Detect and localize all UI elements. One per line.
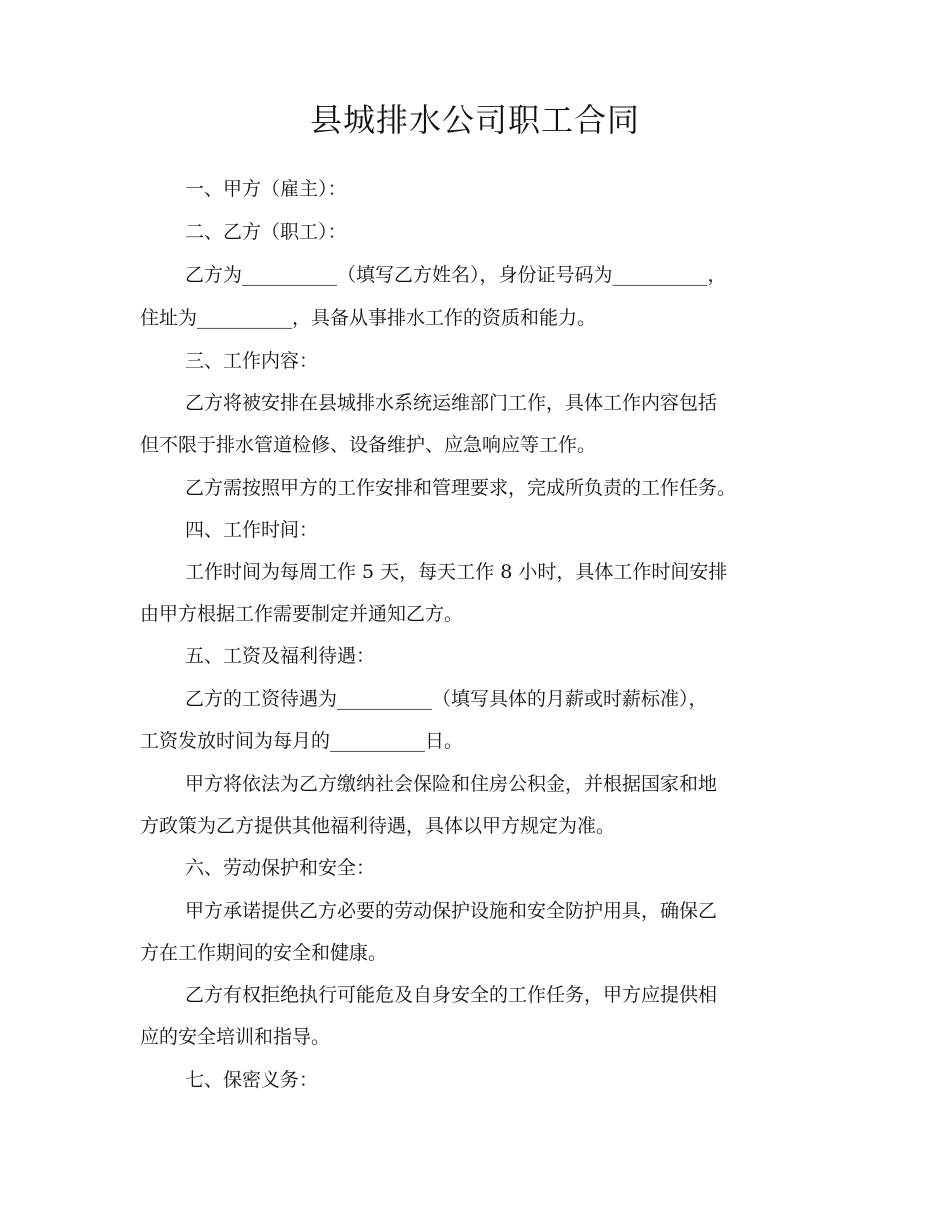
salary-para2-line-1: 甲方将依法为乙方缴纳社会保险和住房公积金，并根据国家和地 [185,773,718,795]
safety-para2-line-2: 应的安全培训和指导。 [140,1026,331,1048]
work-time-line-2: 由甲方根据工作需要制定并通知乙方。 [140,603,464,625]
salary-para1-line-1: 乙方的工资待遇为__________（填写具体的月薪或时薪标准）， [185,688,708,710]
work-content-para1-line-2: 但不限于排水管道检修、设备维护、应急响应等工作。 [140,434,597,456]
work-time-line-1: 工作时间为每周工作 5 天，每天工作 8 小时，具体工作时间安排 [185,561,728,583]
confidentiality-heading: 七、保密义务： [185,1069,319,1091]
party-b-info-line-2: 住址为__________，具备从事排水工作的资质和能力。 [140,307,597,329]
party-b-heading: 二、乙方（职工）： [185,221,347,243]
safety-heading: 六、劳动保护和安全： [185,857,376,879]
salary-para1-line-2: 工资发放时间为每月的__________日。 [140,730,464,752]
salary-para2-line-2: 方政策为乙方提供其他福利待遇，具体以甲方规定为准。 [140,815,616,837]
safety-para1-line-1: 甲方承诺提供乙方必要的劳动保护设施和安全防护用具，确保乙 [185,900,718,922]
safety-para2-line-1: 乙方有权拒绝执行可能危及自身安全的工作任务，甲方应提供相 [185,984,718,1006]
party-a-heading: 一、甲方（雇主）： [185,178,347,200]
safety-para1-line-2: 方在工作期间的安全和健康。 [140,942,388,964]
party-b-info-line-1: 乙方为__________（填写乙方姓名），身份证号码为__________， [185,264,727,286]
salary-heading: 五、工资及福利待遇： [185,645,376,667]
work-content-para2: 乙方需按照甲方的工作安排和管理要求，完成所负责的工作任务。 [185,477,737,499]
work-content-heading: 三、工作内容： [185,350,319,372]
work-content-para1-line-1: 乙方将被安排在县城排水系统运维部门工作，具体工作内容包括 [185,392,718,414]
document-title: 县城排水公司职工合同 [309,101,640,139]
work-time-heading: 四、工作时间： [185,519,319,541]
